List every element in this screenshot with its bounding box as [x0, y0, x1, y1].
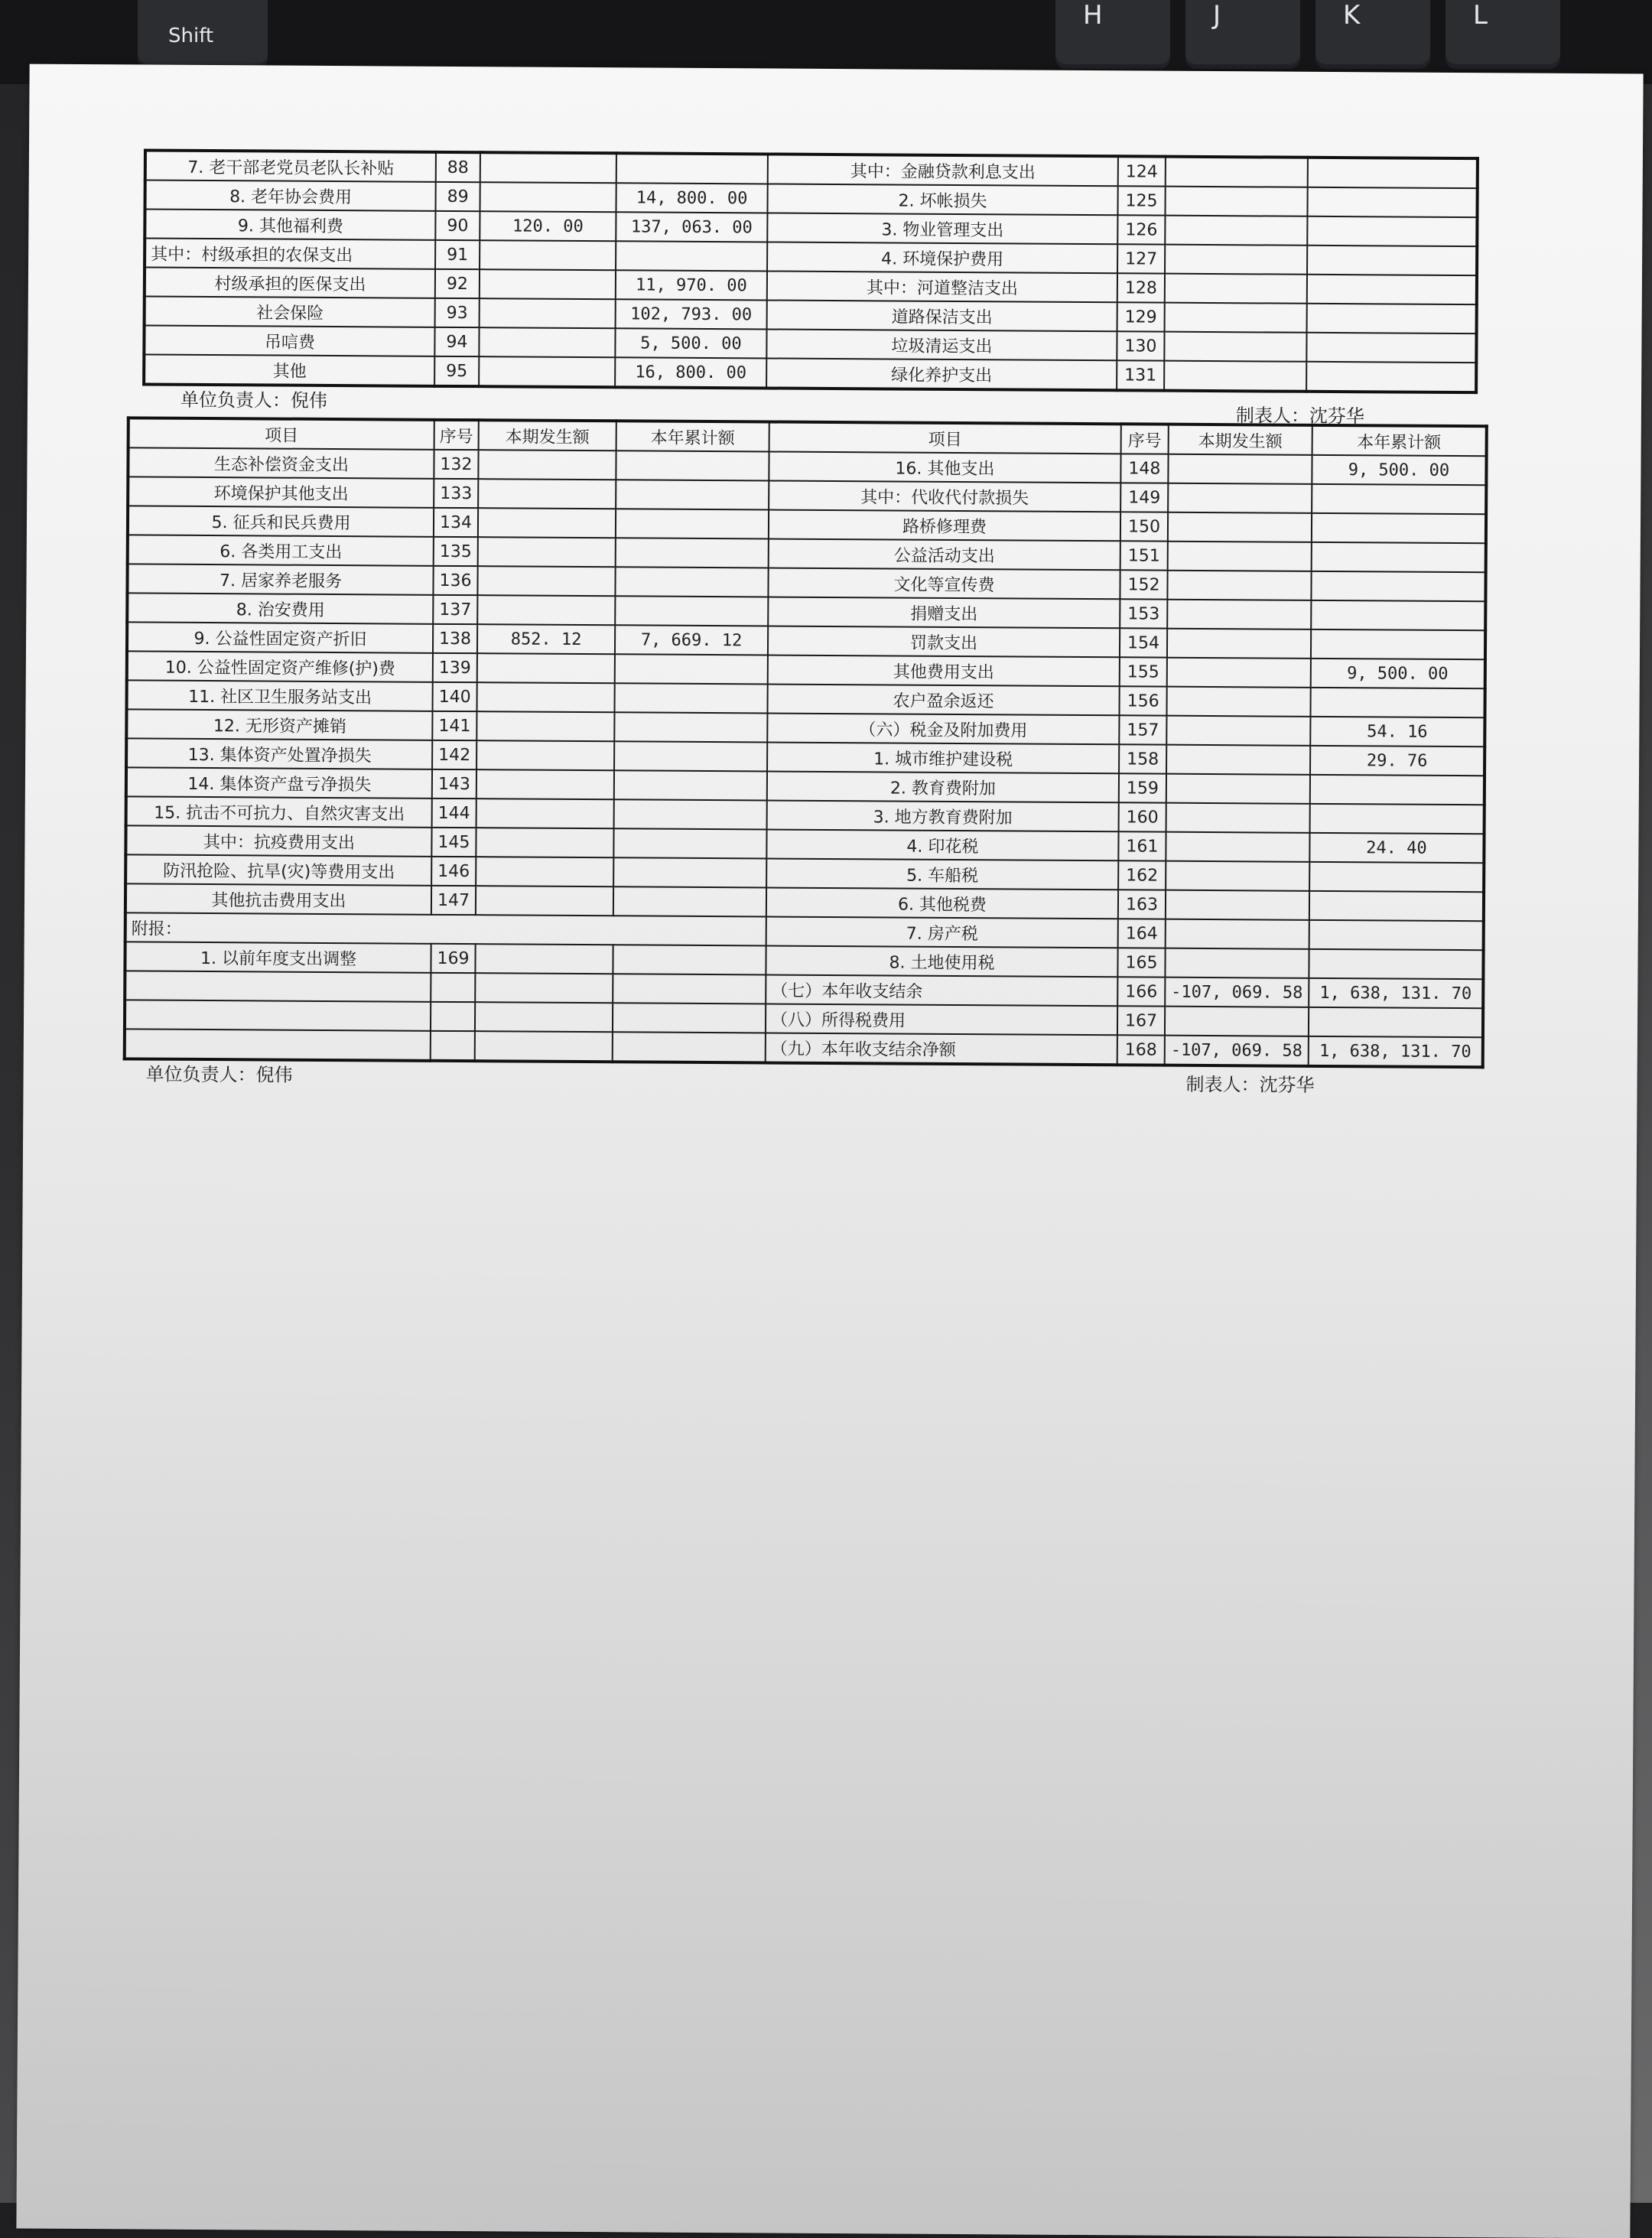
- row-current-left: [477, 682, 615, 712]
- header-item-right: 项目: [769, 421, 1121, 454]
- row-ytd-right: 24. 40: [1309, 833, 1484, 863]
- row-current-left: [476, 828, 613, 857]
- row-ytd-right: [1310, 775, 1485, 805]
- row-seq-right: 124: [1118, 156, 1166, 186]
- row-current-right: [1166, 716, 1310, 746]
- row-current-right: [1164, 361, 1306, 392]
- row-ytd-left: [613, 974, 766, 1004]
- row-ytd-left: [615, 596, 768, 626]
- row-ytd-left: [615, 567, 768, 597]
- row-item-right: （七）本年收支结余: [766, 974, 1117, 1006]
- row-item-right: 路桥修理费: [769, 509, 1120, 541]
- row-item-right: 其中：金融贷款利息支出: [768, 154, 1118, 186]
- row-item-right: 其他费用支出: [768, 655, 1120, 686]
- row-current-left: [478, 450, 616, 480]
- row-item-left: 其中：抗疫费用支出: [125, 825, 431, 856]
- row-ytd-right: [1312, 542, 1486, 572]
- row-ytd-right: 1, 638, 131. 70: [1309, 978, 1483, 1008]
- row-seq-left: [431, 973, 475, 1002]
- row-ytd-left: [615, 683, 768, 713]
- row-seq-right: 154: [1120, 628, 1167, 657]
- row-seq-right: 156: [1120, 686, 1167, 715]
- row-current-left: [478, 479, 616, 509]
- row-seq-right: 163: [1118, 890, 1166, 919]
- row-current-left: 852. 12: [477, 624, 615, 654]
- row-seq-left: 93: [435, 298, 480, 327]
- preparer-signature: 制表人：沈芬华: [1235, 405, 1364, 428]
- row-item-left: [125, 971, 431, 1001]
- row-seq-right: 168: [1117, 1035, 1165, 1065]
- row-current-left: [476, 740, 614, 770]
- row-ytd-left: 137, 063. 00: [616, 212, 767, 242]
- row-ytd-left: 11, 970. 00: [616, 270, 767, 300]
- row-current-right: [1165, 303, 1307, 333]
- row-current-left: [479, 356, 615, 387]
- row-ytd-right: 29. 76: [1310, 746, 1485, 776]
- row-seq-left: 136: [433, 566, 477, 595]
- row-seq-right: 162: [1118, 860, 1166, 890]
- keyboard-key-k: [1315, 0, 1430, 69]
- row-item-left: 15. 抗击不可抗力、自然灾害支出: [126, 796, 432, 827]
- row-seq-right: 148: [1120, 454, 1168, 483]
- row-item-left: 社会保险: [145, 297, 435, 327]
- row-ytd-right: [1309, 949, 1483, 979]
- row-ytd-left: 102, 793. 00: [616, 299, 767, 329]
- row-current-left: [477, 653, 615, 683]
- row-item-left: 7. 老干部老党员老队长补贴: [145, 151, 436, 182]
- row-item-left: 9. 其他福利费: [145, 210, 435, 240]
- row-current-right: [1165, 1007, 1309, 1036]
- row-seq-right: 130: [1117, 331, 1164, 360]
- row-seq-left: 144: [432, 799, 476, 828]
- keyboard-key-shift: [138, 0, 268, 69]
- row-current-right: [1165, 274, 1307, 304]
- row-seq-left: 133: [434, 479, 478, 508]
- row-item-right: 罚款支出: [768, 626, 1120, 657]
- row-current-left: [480, 298, 616, 328]
- row-seq-right: 126: [1117, 215, 1165, 244]
- row-item-left: 其他抗击费用支出: [125, 883, 431, 914]
- row-current-left: [475, 944, 613, 974]
- keyboard-key-l: [1446, 0, 1560, 69]
- row-current-right: [1165, 948, 1309, 978]
- row-ytd-left: [614, 799, 767, 829]
- row-seq-left: [431, 1002, 475, 1031]
- header-item-left: 项目: [128, 418, 434, 449]
- row-seq-left: 169: [431, 944, 475, 973]
- row-ytd-right: [1306, 333, 1476, 363]
- row-item-left: 8. 治安费用: [127, 593, 433, 623]
- row-current-right: -107, 069. 58: [1165, 977, 1309, 1007]
- row-item-left: [125, 1029, 431, 1060]
- row-seq-left: 89: [435, 182, 480, 211]
- row-current-left: [476, 769, 614, 799]
- row-item-left: 8. 老年协会费用: [145, 181, 436, 211]
- row-seq-right: 165: [1117, 948, 1165, 977]
- expense-table-top: [142, 148, 1479, 394]
- row-seq-right: 150: [1120, 512, 1168, 541]
- row-ytd-right: 9, 500. 00: [1312, 455, 1486, 485]
- row-seq-right: 166: [1117, 977, 1165, 1006]
- row-seq-right: 155: [1120, 657, 1167, 686]
- row-seq-left: 147: [431, 886, 476, 915]
- row-item-left: 防汛抢险、抗旱(灾)等费用支出: [125, 854, 431, 885]
- row-seq-right: 152: [1120, 570, 1167, 599]
- row-seq-left: 92: [435, 269, 480, 298]
- row-item-left: 6. 各类用工支出: [128, 535, 434, 565]
- row-item-right: 捐赠支出: [768, 597, 1120, 628]
- row-seq-left: 95: [434, 356, 479, 386]
- row-current-right: [1166, 890, 1309, 920]
- row-seq-left: 90: [435, 211, 480, 240]
- row-current-left: [480, 182, 616, 212]
- row-seq-left: 88: [436, 152, 480, 182]
- row-item-right: 5. 车船税: [766, 858, 1118, 890]
- row-current-right: [1166, 919, 1309, 949]
- row-ytd-left: [613, 945, 766, 974]
- row-ytd-left: [616, 509, 769, 538]
- row-seq-right: 128: [1117, 273, 1165, 302]
- row-seq-right: 157: [1119, 715, 1166, 744]
- row-item-right: 3. 地方教育费附加: [767, 800, 1119, 831]
- header-current-right: 本期发生额: [1169, 425, 1312, 455]
- row-item-right: 其中：代收代付款损失: [769, 480, 1120, 512]
- row-ytd-right: [1310, 804, 1485, 834]
- key-label: L: [1473, 0, 1488, 31]
- row-current-right: [1168, 454, 1312, 484]
- row-item-left: 11. 社区卫生服务站支出: [127, 680, 433, 711]
- row-seq-right: 159: [1119, 773, 1166, 802]
- row-item-left: 吊唁费: [144, 326, 434, 356]
- row-item-right: 6. 其他税费: [766, 887, 1118, 919]
- row-current-right: [1167, 571, 1311, 600]
- header-seq-left: 序号: [434, 420, 479, 450]
- row-ytd-right: [1309, 891, 1484, 921]
- row-current-left: [478, 508, 616, 538]
- appendix-label: 附报：: [125, 912, 766, 945]
- row-current-right: [1168, 512, 1312, 542]
- row-current-left: [476, 799, 614, 828]
- row-current-left: [476, 857, 613, 886]
- row-item-right: 其中：河道整洁支出: [767, 271, 1117, 302]
- row-current-left: [480, 152, 616, 183]
- key-label: J: [1213, 0, 1221, 31]
- row-seq-left: 141: [432, 711, 476, 740]
- row-ytd-right: 1, 638, 131. 70: [1309, 1036, 1483, 1067]
- header-ytd-left: 本年累计额: [616, 421, 769, 451]
- row-seq-left: 146: [431, 857, 476, 886]
- header-current-left: 本期发生额: [479, 420, 616, 451]
- paper-sheet: [16, 64, 1643, 2238]
- ledger-table-1: [142, 148, 1479, 394]
- row-seq-right: 167: [1117, 1006, 1165, 1035]
- row-ytd-left: [616, 241, 767, 271]
- row-ytd-left: [613, 828, 766, 858]
- row-seq-right: 160: [1119, 802, 1166, 831]
- row-ytd-right: [1312, 484, 1486, 514]
- row-current-right: [1165, 187, 1307, 216]
- row-current-right: [1166, 157, 1308, 187]
- row-current-left: [475, 1002, 613, 1032]
- row-ytd-right: [1307, 187, 1477, 217]
- row-current-left: 120. 00: [480, 211, 616, 241]
- row-seq-left: 134: [434, 508, 478, 537]
- row-seq-right: 125: [1117, 186, 1165, 215]
- row-ytd-left: [616, 451, 769, 480]
- row-ytd-right: [1309, 862, 1484, 892]
- row-current-left: [479, 327, 615, 357]
- row-current-right: [1166, 832, 1309, 862]
- row-seq-right: 131: [1117, 360, 1164, 390]
- row-item-right: 1. 城市维护建设税: [767, 742, 1119, 773]
- row-ytd-right: [1307, 246, 1477, 275]
- row-seq-left: 137: [433, 595, 477, 624]
- row-current-right: [1166, 861, 1309, 891]
- row-ytd-left: 7, 669. 12: [615, 625, 768, 655]
- row-seq-right: 149: [1120, 483, 1168, 512]
- row-item-left: 生态补偿资金支出: [128, 447, 434, 478]
- row-current-left: [477, 566, 615, 596]
- row-seq-right: 164: [1118, 919, 1166, 948]
- keyboard-key-j: [1185, 0, 1300, 69]
- row-current-right: [1167, 629, 1311, 659]
- row-ytd-left: [616, 153, 768, 184]
- row-ytd-right: 54. 16: [1310, 717, 1485, 747]
- row-ytd-left: [614, 741, 767, 771]
- row-ytd-left: [616, 480, 769, 509]
- row-ytd-left: [615, 654, 768, 684]
- row-item-right: （八）所得税费用: [766, 1004, 1117, 1035]
- row-item-left: 14. 集体资产盘亏净损失: [126, 767, 432, 798]
- row-seq-left: 140: [433, 682, 477, 711]
- row-seq-left: 91: [435, 240, 480, 269]
- header-ytd-right: 本年累计额: [1312, 425, 1487, 456]
- row-item-right: 垃圾清运支出: [766, 329, 1117, 360]
- row-ytd-right: [1307, 304, 1477, 333]
- ledger-table-2: [123, 416, 1488, 1069]
- row-current-right: [1166, 774, 1310, 804]
- row-ytd-left: 14, 800. 00: [616, 183, 767, 213]
- row-item-right: 4. 环境保护费用: [767, 242, 1117, 273]
- row-current-right: [1167, 658, 1311, 688]
- row-item-left: 7. 居家养老服务: [127, 564, 433, 594]
- row-ytd-left: [614, 770, 767, 800]
- row-ytd-left: 5, 500. 00: [615, 328, 766, 358]
- row-item-left: 5. 征兵和民兵费用: [128, 506, 434, 536]
- preparer-signature-2: 制表人：沈芬华: [1185, 1073, 1315, 1096]
- row-seq-left: 135: [434, 537, 478, 566]
- row-current-right: [1167, 600, 1311, 629]
- row-seq-right: 153: [1120, 599, 1167, 628]
- row-ytd-right: [1308, 158, 1478, 188]
- row-item-right: 文化等宣传费: [768, 568, 1120, 599]
- row-seq-right: 151: [1120, 541, 1168, 570]
- row-item-left: 9. 公益性固定资产折旧: [127, 622, 433, 652]
- row-item-left: 环境保护其他支出: [128, 477, 434, 507]
- keyboard-key-h: H: [1055, 0, 1170, 69]
- row-ytd-left: [613, 857, 766, 887]
- row-ytd-right: [1309, 920, 1484, 950]
- row-seq-left: [431, 1031, 475, 1061]
- row-item-right: 16. 其他支出: [769, 451, 1120, 483]
- row-ytd-right: [1309, 1007, 1483, 1037]
- row-current-left: [475, 973, 613, 1003]
- row-ytd-right: [1310, 688, 1485, 717]
- row-current-left: [480, 240, 616, 270]
- row-current-left: [478, 537, 616, 567]
- key-label: Shift: [168, 24, 214, 47]
- row-item-left: 村级承担的医保支出: [145, 268, 435, 298]
- row-item-left: 其中：村级承担的农保支出: [145, 239, 435, 269]
- row-seq-left: 143: [432, 769, 476, 799]
- row-current-right: [1165, 245, 1307, 275]
- row-item-right: 2. 坏帐损失: [767, 184, 1117, 215]
- unit-head-signature: 单位负责人：倪伟: [180, 389, 328, 411]
- row-current-right: [1167, 687, 1311, 717]
- row-seq-left: 142: [432, 740, 476, 769]
- row-seq-left: 132: [434, 450, 478, 479]
- row-item-right: 3. 物业管理支出: [767, 213, 1117, 244]
- key-label: K: [1343, 0, 1361, 31]
- row-current-left: [477, 595, 615, 625]
- row-ytd-left: [616, 538, 769, 568]
- row-current-right: [1166, 803, 1310, 833]
- row-item-left: 12. 无形资产摊销: [126, 709, 432, 740]
- row-ytd-right: [1311, 600, 1485, 630]
- row-seq-left: 145: [431, 828, 476, 857]
- row-seq-right: 161: [1118, 831, 1166, 860]
- row-ytd-right: 9, 500. 00: [1311, 659, 1485, 688]
- row-item-left: 其他: [144, 355, 434, 386]
- row-ytd-left: [613, 1003, 766, 1033]
- row-ytd-left: 16, 800. 00: [615, 357, 766, 388]
- row-ytd-left: [613, 886, 766, 916]
- row-ytd-left: [614, 712, 767, 742]
- row-item-right: 农户盈余返还: [768, 684, 1120, 715]
- row-item-left: 13. 集体资产处置净损失: [126, 738, 432, 769]
- row-ytd-left: [613, 1032, 766, 1062]
- row-ytd-right: [1311, 571, 1485, 601]
- row-seq-right: 129: [1117, 302, 1165, 331]
- row-item-right: 公益活动支出: [769, 538, 1120, 570]
- row-seq-left: 94: [434, 327, 479, 356]
- row-current-left: [475, 1031, 613, 1062]
- row-seq-left: 139: [433, 653, 477, 682]
- row-current-left: [476, 711, 614, 741]
- row-current-right: -107, 069. 58: [1165, 1036, 1309, 1066]
- row-item-right: 绿化养护支出: [766, 358, 1117, 390]
- expense-table-bottom: [123, 416, 1488, 1069]
- row-ytd-right: [1312, 513, 1486, 543]
- row-current-left: [480, 269, 616, 299]
- row-current-right: [1168, 483, 1312, 513]
- row-ytd-right: [1307, 216, 1477, 246]
- row-seq-right: 127: [1117, 244, 1165, 273]
- row-ytd-right: [1311, 629, 1485, 659]
- row-ytd-right: [1307, 275, 1477, 304]
- row-current-right: [1165, 216, 1307, 246]
- unit-head-signature-2: 单位负责人：倪伟: [145, 1063, 293, 1086]
- row-ytd-right: [1306, 362, 1476, 392]
- row-item-right: 7. 房产税: [766, 916, 1118, 948]
- row-current-right: [1166, 745, 1310, 775]
- row-item-right: （六）税金及附加费用: [767, 713, 1119, 744]
- row-seq-left: 138: [433, 624, 477, 653]
- row-current-left: [476, 886, 613, 916]
- row-item-right: 8. 土地使用税: [766, 945, 1117, 977]
- row-item-right: （九）本年收支结余净额: [766, 1033, 1117, 1065]
- row-current-right: [1164, 332, 1306, 362]
- header-seq-right: 序号: [1121, 424, 1169, 454]
- row-item-left: 1. 以前年度支出调整: [125, 942, 431, 972]
- row-item-right: 道路保洁支出: [767, 300, 1117, 331]
- row-item-left: [125, 1000, 431, 1030]
- row-item-left: 10. 公益性固定资产维修(护)费: [127, 651, 433, 681]
- row-seq-right: 158: [1119, 744, 1166, 773]
- row-item-right: 4. 印花税: [766, 829, 1118, 860]
- row-item-right: 2. 教育费附加: [767, 771, 1119, 802]
- row-current-right: [1168, 542, 1312, 571]
